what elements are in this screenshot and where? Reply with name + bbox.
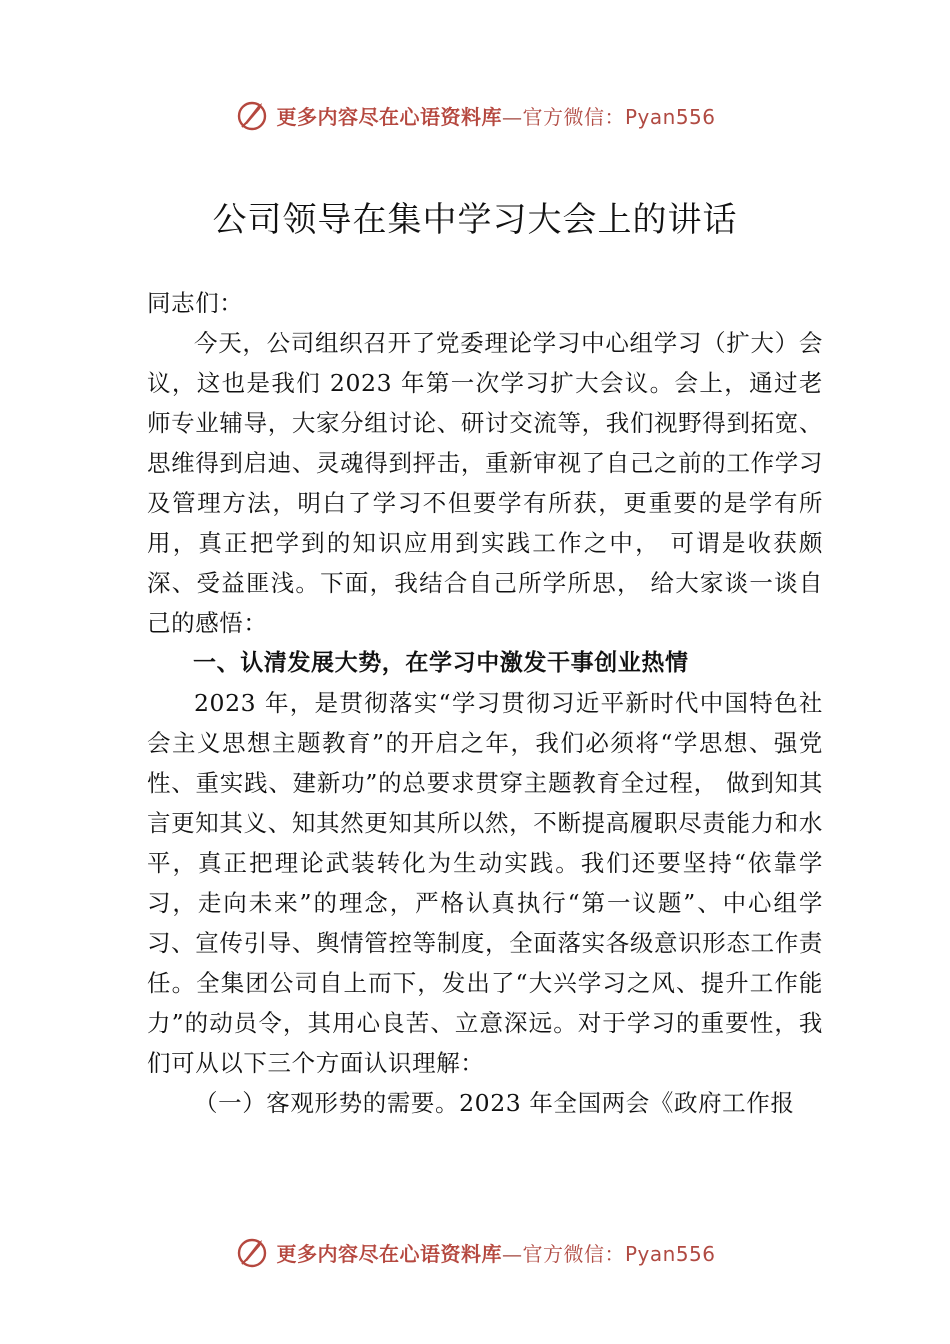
banner-library-text: 更多内容尽在心语资料库 <box>276 1241 502 1266</box>
section-heading-1: 一、认清发展大势，在学习中激发干事创业热情 <box>193 650 689 676</box>
banner-text <box>276 1238 715 1267</box>
banner-dash: — <box>501 104 523 129</box>
banner-text <box>276 101 715 130</box>
quill-logo-icon <box>234 97 270 133</box>
quill-logo-icon <box>234 1234 270 1270</box>
document-title: 公司领导在集中学习大会上的讲话 <box>212 200 738 240</box>
banner-wechat-id: Pyan556 <box>624 104 716 129</box>
banner-dash: — <box>501 1241 523 1266</box>
greeting: 同志们： <box>147 289 244 317</box>
banner-wechat-label: 官方微信： <box>522 1241 625 1266</box>
footer-banner <box>0 1232 950 1272</box>
header-banner <box>0 95 950 135</box>
banner-wechat-label: 官方微信： <box>522 104 625 129</box>
paragraph-2: 2023 年，是贯彻落实“学习贯彻习近平新时代中国特色社会主义思想主题教育”的开启之年，我们必须将“学思想、强党性、重实践、建新功”的总要求贯穿主题教育全过程， 做到知其言更知其义、知其然更知其所以然，不断提高履职尽责能力和水平，真正把理论武装转化为生动实践。我们还要坚持“依靠学习，走向未来”的理念，严格认真执行“第一议题”、中心组学习、宣传引导、舆情管控等制度，全面落实各级意识形态工作责任。全集团公司自上而下，发出了“大兴学习之风、提升工作能力”的动员令，其用心良苦、立意深远。对于学习的重要性，我们可从以下三个方面认识理解： <box>147 689 823 1077</box>
banner-library-text: 更多内容尽在心语资料库 <box>276 104 502 129</box>
banner-wechat-id: Pyan556 <box>624 1241 716 1266</box>
paragraph-intro: 今天，公司组织召开了党委理论学习中心组学习（扩大）会议，这也是我们 2023 年第一次学习扩大会议。会上，通过老师专业辅导，大家分组讨论、研讨交流等，我们视野得到拓宽、思维得到启迪、灵魂得到抨击，重新审视了自己之前的工作学习及管理方法，明白了学习不但要学有所获，更重要的是学有所用，真正把学到的知识应用到实践工作之中， 可谓是收获颇深、受益匪浅。下面，我结合自己所学所思， 给大家谈一谈自己的感悟： <box>147 329 823 637</box>
document-body <box>147 283 823 1123</box>
subsection-1: （一）客观形势的需要。2023 年全国两会《政府工作报 <box>194 1089 795 1117</box>
